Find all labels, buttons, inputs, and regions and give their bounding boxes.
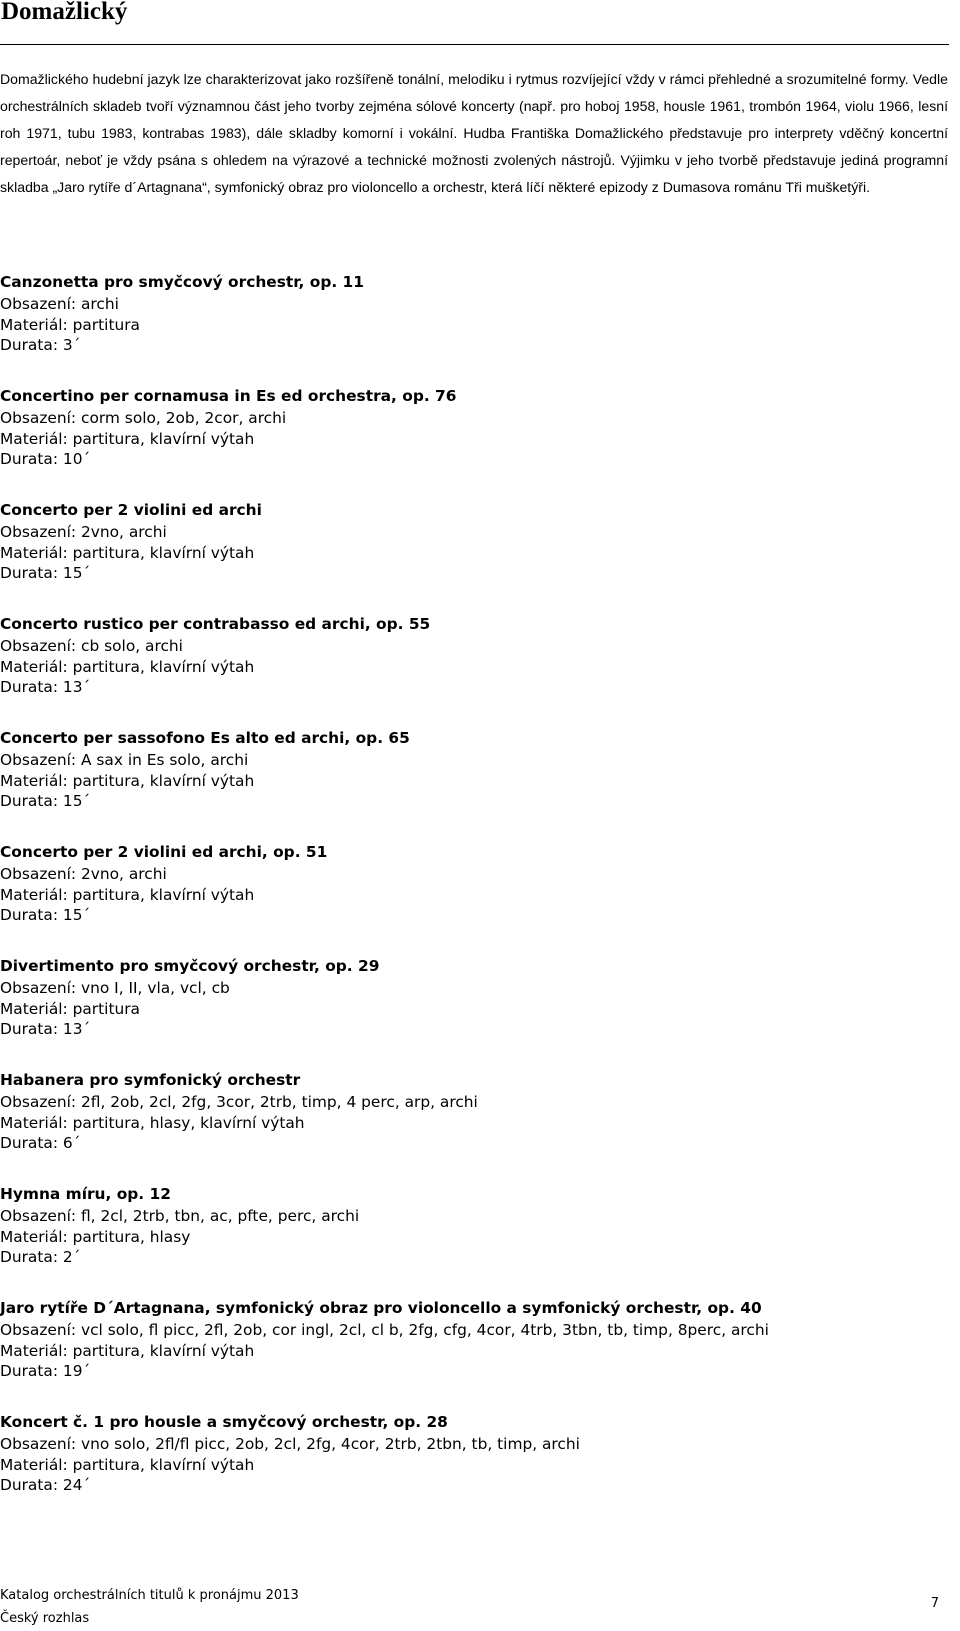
work-material: Materiál: partitura — [0, 315, 140, 334]
work-duration: Durata: 15´ — [0, 792, 91, 810]
work-title: Divertimento pro smyčcový orchestr, op. 29 — [0, 957, 380, 975]
work-title: Concerto per sassofono Es alto ed archi, op. 65 — [0, 729, 410, 747]
footer — [0, 1584, 299, 1630]
work-instrumentation: Obsazení: fl, 2cl, 2trb, tbn, ac, pfte, perc, archi — [0, 1207, 360, 1225]
work-entry — [0, 1182, 950, 1296]
work-title: Hymna míru, op. 12 — [0, 1185, 171, 1203]
work-entry — [0, 384, 950, 498]
work-duration: Durata: 2´ — [0, 1248, 81, 1266]
work-title: Concerto per 2 violini ed archi, op. 51 — [0, 843, 328, 861]
work-title: Concerto rustico per contrabasso ed archi, op. 55 — [0, 615, 431, 633]
work-instrumentation: Obsazení: archi — [0, 295, 119, 313]
work-title: Concertino per cornamusa in Es ed orchestra, op. 76 — [0, 387, 457, 405]
work-entry — [0, 1068, 950, 1182]
work-material: Materiál: partitura, klavírní výtah — [0, 1341, 255, 1360]
work-entry — [0, 840, 950, 954]
work-instrumentation: Obsazení: vno I, II, vla, vcl, cb — [0, 979, 230, 997]
work-entry — [0, 1410, 950, 1524]
work-title: Canzonetta pro smyčcový orchestr, op. 11 — [0, 273, 364, 291]
page-number: 7 — [930, 1596, 939, 1611]
footer-catalog-title: Katalog orchestrálních titulů k pronájmu 2013 — [0, 1588, 299, 1603]
work-entry — [0, 498, 950, 612]
work-duration: Durata: 6´ — [0, 1134, 81, 1152]
work-instrumentation: Obsazení: vno solo, 2fl/fl picc, 2ob, 2cl, 2fg, 4cor, 2trb, 2tbn, tb, timp, archi — [0, 1435, 580, 1453]
work-duration: Durata: 24´ — [0, 1476, 91, 1494]
work-duration: Durata: 15´ — [0, 564, 91, 582]
work-material: Materiál: partitura, klavírní výtah — [0, 657, 255, 676]
works-list — [0, 270, 950, 1524]
footer-publisher: Český rozhlas — [0, 1611, 90, 1626]
work-duration: Durata: 13´ — [0, 678, 91, 696]
composer-heading: Domažlický — [1, 0, 128, 25]
work-instrumentation: Obsazení: cb solo, archi — [0, 637, 183, 655]
work-duration: Durata: 10´ — [0, 450, 91, 468]
work-instrumentation: Obsazení: corm solo, 2ob, 2cor, archi — [0, 409, 287, 427]
work-material: Materiál: partitura, klavírní výtah — [0, 543, 255, 562]
work-material: Materiál: partitura, klavírní výtah — [0, 885, 255, 904]
work-instrumentation: Obsazení: 2vno, archi — [0, 523, 167, 541]
work-title: Concerto per 2 violini ed archi — [0, 501, 262, 519]
work-title: Jaro rytíře D´Artagnana, symfonický obraz pro violoncello a symfonický orchestr, op. 40 — [0, 1299, 762, 1317]
work-title: Habanera pro symfonický orchestr — [0, 1071, 301, 1089]
work-entry — [0, 954, 950, 1068]
work-instrumentation: Obsazení: 2vno, archi — [0, 865, 167, 883]
work-title: Koncert č. 1 pro housle a smyčcový orchestr, op. 28 — [0, 1413, 448, 1431]
work-instrumentation: Obsazení: A sax in Es solo, archi — [0, 751, 249, 769]
heading-divider — [0, 44, 949, 45]
work-entry — [0, 270, 950, 384]
work-material: Materiál: partitura — [0, 999, 140, 1018]
work-entry — [0, 726, 950, 840]
work-material: Materiál: partitura, klavírní výtah — [0, 429, 255, 448]
work-material: Materiál: partitura, hlasy, klavírní výtah — [0, 1113, 305, 1132]
work-material: Materiál: partitura, hlasy — [0, 1227, 191, 1246]
intro-paragraph: Domažlického hudební jazyk lze charakterizovat jako rozšířeně tonální, melodiku i rytmus rozvíjející vždy v rámci přehledné a srozumitelné formy. Vedle orchestrálních skladeb tvoří významnou část jeho tvorby zejména sólové koncerty (např. pro hoboj 1958, housle 1961, trombón 1964, violu 1966, lesní roh 1971, tubu 1983, kontrabas 1983), dále skladby komorní i vokální. Hudba Františka Domažlického představuje pro interprety vděčný koncertní repertoár, neboť je vždy psána s ohledem na výrazové a technické možnosti zvolených nástrojů. Výjimku v jeho tvorbě představuje jediná programní skladba „Jaro rytíře d´Artagnana“, symfonický obraz pro violoncello a orchestr, která líčí některé epizody z Dumasova románu Tři mušketýři. — [0, 71, 948, 195]
work-instrumentation: Obsazení: vcl solo, fl picc, 2fl, 2ob, cor ingl, 2cl, cl b, 2fg, cfg, 4cor, 4trb, 3tbn, tb, timp, 8perc, archi — [0, 1321, 769, 1339]
work-duration: Durata: 13´ — [0, 1020, 91, 1038]
work-instrumentation: Obsazení: 2fl, 2ob, 2cl, 2fg, 3cor, 2trb, timp, 4 perc, arp, archi — [0, 1093, 478, 1111]
work-duration: Durata: 3´ — [0, 336, 81, 354]
work-duration: Durata: 15´ — [0, 906, 91, 924]
work-material: Materiál: partitura, klavírní výtah — [0, 1455, 255, 1474]
work-material: Materiál: partitura, klavírní výtah — [0, 771, 255, 790]
work-entry — [0, 612, 950, 726]
work-entry — [0, 1296, 950, 1410]
work-duration: Durata: 19´ — [0, 1362, 91, 1380]
